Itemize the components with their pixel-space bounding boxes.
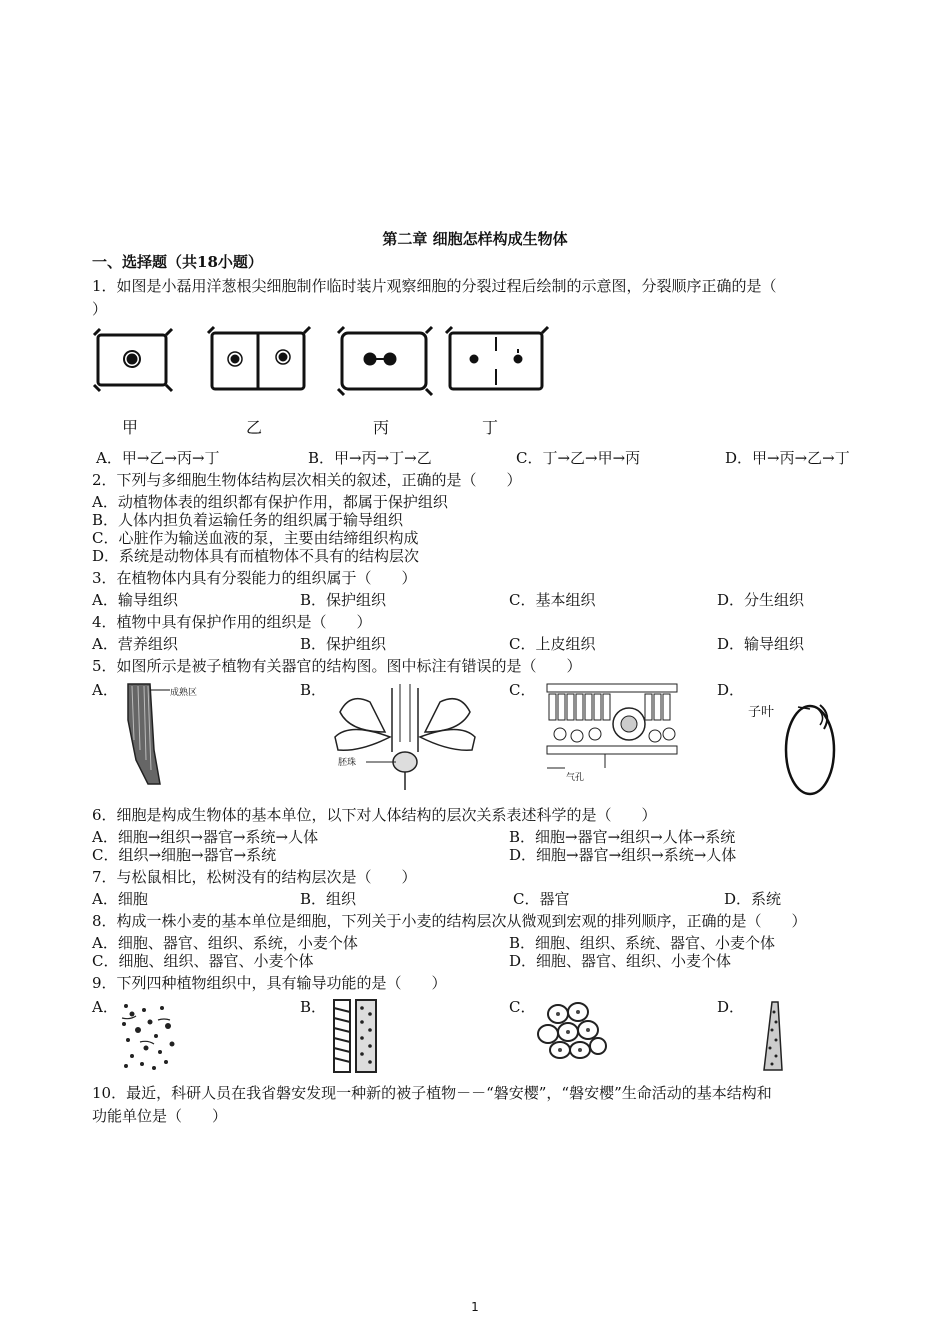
cell-bing (338, 327, 432, 395)
tissue-d-figure (760, 1000, 790, 1074)
q4-option-d[interactable]: D．输导组织 (717, 635, 805, 653)
q2-option-b[interactable]: B．人体内担负着运输任务的组织属于输导组织 (92, 511, 404, 529)
q8-option-c[interactable]: C．细胞、组织、器官、小麦个体 (92, 952, 314, 970)
q6-stem: 6．细胞是构成生物体的基本单位，以下对人体结构的层次关系表述科学的是（ ） (92, 806, 657, 824)
q7-option-c[interactable]: C．器官 (513, 890, 570, 908)
q6-option-c[interactable]: C．组织→细胞→器官→系统 (92, 846, 277, 864)
label-stoma: 气孔 (566, 773, 585, 783)
label-cotyledon: 子叶 (748, 705, 775, 720)
q9-stem: 9．下列四种植物组织中，具有输导功能的是（ ） (92, 974, 447, 992)
q2-option-a[interactable]: A．动植物体表的组织都有保护作用，都属于保护组织 (92, 493, 448, 511)
q1-stem: 1．如图是小磊用洋葱根尖细胞制作临时装片观察细胞的分裂过程后绘制的示意图，分裂顺序正确的是（ (92, 277, 777, 295)
cell-division-figure (90, 325, 560, 395)
q5-stem: 5．如图所示是被子植物有关器官的结构图。图中标注有错误的是（ ） (92, 657, 582, 675)
q2-option-c[interactable]: C．心脏作为输送血液的泵，主要由结缔组织构成 (92, 529, 419, 547)
tissue-b-figure (330, 998, 382, 1074)
q1-option-b[interactable]: B．甲→丙→丁→乙 (308, 449, 432, 467)
q5-option-a[interactable]: A． (92, 681, 118, 699)
q5-option-b[interactable]: B． (300, 681, 327, 699)
q7-option-b[interactable]: B．组织 (300, 890, 357, 908)
leaf-section-figure (545, 682, 680, 772)
cell-jia (94, 329, 172, 391)
page-number: 1 (471, 1300, 479, 1314)
q5-option-c[interactable]: C． (509, 681, 536, 699)
fig-label-jia: 甲 (122, 418, 139, 437)
q10-stem-end: 功能单位是（ ） (92, 1107, 228, 1125)
flower-figure (330, 682, 480, 792)
fig-label-ding: 丁 (482, 418, 499, 437)
q9-option-b[interactable]: B． (300, 998, 327, 1016)
q8-option-d[interactable]: D．细胞、器官、组织、小麦个体 (509, 952, 732, 970)
q3-option-b[interactable]: B．保护组织 (300, 591, 387, 609)
cell-ding (446, 327, 548, 389)
seed-figure (780, 695, 850, 800)
label-ovule: 胚珠 (338, 758, 357, 768)
q9-option-d[interactable]: D． (717, 998, 745, 1016)
q1-option-a[interactable]: A．甲→乙→丙→丁 (96, 449, 220, 467)
q7-option-d[interactable]: D．系统 (724, 890, 782, 908)
fig-label-bing: 丙 (373, 418, 390, 437)
q6-option-a[interactable]: A．细胞→组织→器官→系统→人体 (92, 828, 319, 846)
q3-option-d[interactable]: D．分生组织 (717, 591, 805, 609)
q8-option-b[interactable]: B．细胞、组织、系统、器官、小麦个体 (509, 934, 776, 952)
q8-option-a[interactable]: A．细胞、器官、组织、系统，小麦个体 (92, 934, 358, 952)
q9-option-c[interactable]: C． (509, 998, 536, 1016)
tissue-c-figure (538, 1000, 608, 1060)
q4-option-b[interactable]: B．保护组织 (300, 635, 387, 653)
section-heading: 一、选择题（共18小题） (92, 253, 263, 271)
q7-stem: 7．与松鼠相比，松树没有的结构层次是（ ） (92, 868, 417, 886)
q2-option-d[interactable]: D．系统是动物体具有而植物体不具有的结构层次 (92, 547, 420, 565)
q10-stem: 10．最近，科研人员在我省磐安发现一种新的被子植物－－“磐安樱”，“磐安樱”生命活动的基本结构和 (92, 1084, 772, 1102)
q5-option-d[interactable]: D． (717, 681, 745, 699)
q3-stem: 3．在植物体内具有分裂能力的组织属于（ ） (92, 569, 417, 587)
q6-option-b[interactable]: B．细胞→器官→组织→人体→系统 (509, 828, 736, 846)
q1-option-d[interactable]: D．甲→丙→乙→丁 (725, 449, 850, 467)
q6-option-d[interactable]: D．细胞→器官→组织→系统→人体 (509, 846, 737, 864)
cell-yi (208, 327, 310, 389)
q4-option-a[interactable]: A．营养组织 (92, 635, 178, 653)
q1-option-c[interactable]: C．丁→乙→甲→丙 (516, 449, 641, 467)
tissue-a-figure (118, 1000, 180, 1072)
q2-stem: 2．下列与多细胞生物体结构层次相关的叙述，正确的是（ ） (92, 471, 522, 489)
q4-stem: 4．植物中具有保护作用的组织是（ ） (92, 613, 372, 631)
q1-stem-end: ） (92, 300, 108, 318)
q8-stem: 8．构成一株小麦的基本单位是细胞，下列关于小麦的结构层次从微观到宏观的排列顺序，正确的是（ ） (92, 912, 807, 930)
fig-label-yi: 乙 (246, 418, 263, 437)
q9-option-a[interactable]: A． (92, 998, 118, 1016)
page-title: 第二章 细胞怎样构成生物体 (382, 230, 568, 248)
q4-option-c[interactable]: C．上皮组织 (509, 635, 596, 653)
q3-option-c[interactable]: C．基本组织 (509, 591, 596, 609)
label-maturation-zone: 成熟区 (170, 688, 198, 698)
q7-option-a[interactable]: A．细胞 (92, 890, 148, 908)
q3-option-a[interactable]: A．输导组织 (92, 591, 178, 609)
